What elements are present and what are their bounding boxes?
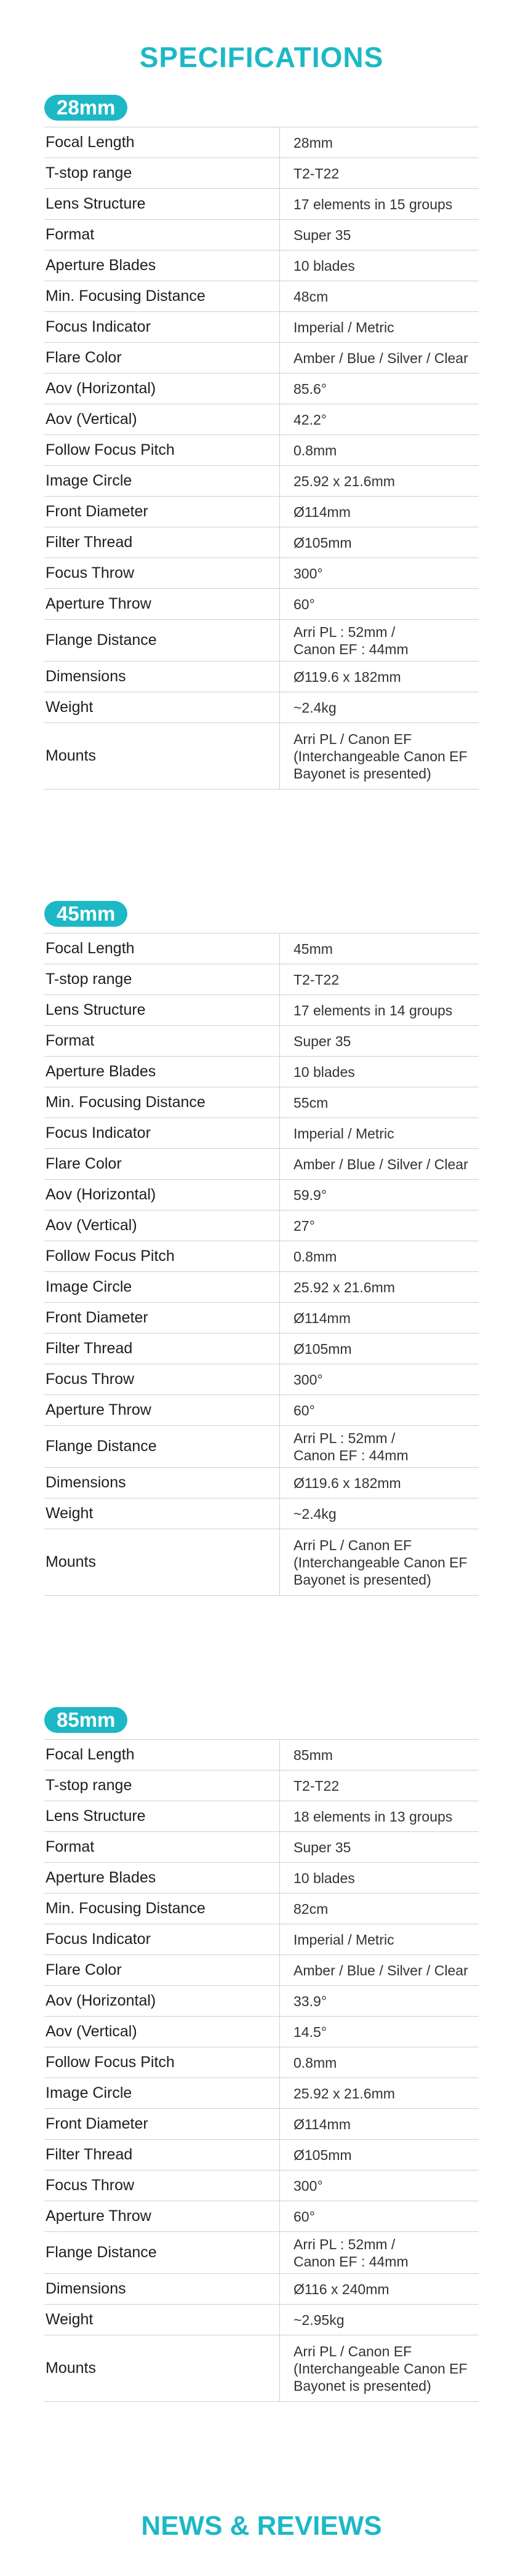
spec-value: 45mm (280, 934, 479, 964)
spec-row (44, 1801, 479, 1832)
spec-label: Image Circle (44, 1272, 280, 1303)
spec-row (44, 723, 479, 790)
spec-row (44, 220, 479, 250)
spec-row (44, 404, 479, 435)
spec-value: Ø114mm (280, 2109, 479, 2140)
lens-badge: 45mm (44, 901, 127, 927)
spec-value: 33.9° (280, 1986, 479, 2017)
spec-row (44, 1272, 479, 1303)
spec-table (44, 1739, 479, 2402)
spec-row (44, 1832, 479, 1863)
spec-row (44, 2305, 479, 2335)
spec-row (44, 934, 479, 964)
spec-row (44, 1180, 479, 1210)
spec-row (44, 466, 479, 497)
spec-label: T-stop range (44, 964, 280, 995)
spec-row (44, 1863, 479, 1894)
spec-value: 0.8mm (280, 2047, 479, 2078)
spec-row (44, 1955, 479, 1986)
spec-value: 60° (280, 2201, 479, 2232)
spec-label: Follow Focus Pitch (44, 2047, 280, 2078)
spec-label: Follow Focus Pitch (44, 435, 280, 466)
spec-value: T2-T22 (280, 158, 479, 189)
spec-row (44, 1334, 479, 1364)
lens-badge: 28mm (44, 95, 127, 121)
spec-row (44, 1118, 479, 1149)
spec-label: Focus Indicator (44, 1118, 280, 1149)
spec-value: Amber / Blue / Silver / Clear (280, 343, 479, 374)
spec-label: Format (44, 1026, 280, 1057)
spec-row (44, 1026, 479, 1057)
spec-label: Focus Indicator (44, 1924, 280, 1955)
spec-row (44, 1303, 479, 1334)
spec-value: 27° (280, 1210, 479, 1241)
spec-value: 25.92 x 21.6mm (280, 2078, 479, 2109)
spec-value: T2-T22 (280, 1770, 479, 1801)
spec-label: Aperture Blades (44, 1863, 280, 1894)
spec-row (44, 1468, 479, 1498)
spec-label: Min. Focusing Distance (44, 1894, 280, 1924)
spec-label: Front Diameter (44, 497, 280, 527)
spec-value: Imperial / Metric (280, 312, 479, 343)
spec-value: 10 blades (280, 1863, 479, 1894)
spec-label: Mounts (44, 723, 280, 790)
spec-value: 28mm (280, 127, 479, 158)
spec-value: Arri PL / Canon EF (Interchangeable Canon EF Bayonet is presented) (280, 2335, 479, 2402)
spec-value: 85mm (280, 1740, 479, 1770)
spec-value: 0.8mm (280, 435, 479, 466)
spec-label: Front Diameter (44, 2109, 280, 2140)
spec-row (44, 662, 479, 692)
spec-value: Ø105mm (280, 527, 479, 558)
spec-row (44, 1210, 479, 1241)
page-title: SPECIFICATIONS (139, 41, 384, 73)
spec-label: Aperture Throw (44, 2201, 280, 2232)
spec-value: Ø105mm (280, 1334, 479, 1364)
spec-label: Image Circle (44, 2078, 280, 2109)
spec-value: 25.92 x 21.6mm (280, 466, 479, 497)
spec-label: Aperture Blades (44, 250, 280, 281)
spec-label: Flange Distance (44, 620, 280, 662)
spec-row (44, 2201, 479, 2232)
spec-value: 0.8mm (280, 1241, 479, 1272)
spec-value: 60° (280, 1395, 479, 1426)
spec-row (44, 1740, 479, 1770)
spec-value: 59.9° (280, 1180, 479, 1210)
spec-label: Weight (44, 2305, 280, 2335)
spec-label: Flange Distance (44, 2232, 280, 2274)
spec-row (44, 2140, 479, 2170)
spec-value: Amber / Blue / Silver / Clear (280, 1149, 479, 1180)
spec-label: Aperture Blades (44, 1057, 280, 1087)
spec-row (44, 1529, 479, 1596)
spec-value: 17 elements in 15 groups (280, 189, 479, 220)
spec-label: Flare Color (44, 1955, 280, 1986)
spec-label: Dimensions (44, 2274, 280, 2305)
spec-value: Arri PL : 52mm / Canon EF : 44mm (280, 2232, 479, 2274)
spec-label: Focus Indicator (44, 312, 280, 343)
spec-label: Mounts (44, 1529, 280, 1596)
spec-value: Arri PL / Canon EF (Interchangeable Canon EF Bayonet is presented) (280, 1529, 479, 1596)
spec-value: Amber / Blue / Silver / Clear (280, 1955, 479, 1986)
spec-label: Aov (Horizontal) (44, 1180, 280, 1210)
spec-label: Focus Throw (44, 558, 280, 589)
spec-value: Arri PL / Canon EF (Interchangeable Canon EF Bayonet is presented) (280, 723, 479, 790)
spec-row (44, 620, 479, 662)
spec-value: 48cm (280, 281, 479, 312)
spec-row (44, 1770, 479, 1801)
spec-label: Aov (Vertical) (44, 1210, 280, 1241)
spec-label: Image Circle (44, 466, 280, 497)
spec-value: Imperial / Metric (280, 1924, 479, 1955)
spec-label: Flare Color (44, 1149, 280, 1180)
spec-label: Min. Focusing Distance (44, 281, 280, 312)
spec-value: 300° (280, 1364, 479, 1395)
spec-label: Lens Structure (44, 189, 280, 220)
spec-row (44, 589, 479, 620)
spec-label: Mounts (44, 2335, 280, 2402)
spec-value: 14.5° (280, 2017, 479, 2047)
spec-label: Focal Length (44, 127, 280, 158)
spec-label: Focus Throw (44, 2170, 280, 2201)
spec-label: Filter Thread (44, 527, 280, 558)
spec-label: Aov (Vertical) (44, 404, 280, 435)
spec-value: 18 elements in 13 groups (280, 1801, 479, 1832)
spec-row (44, 2274, 479, 2305)
spec-label: Focal Length (44, 1740, 280, 1770)
spec-table (44, 127, 479, 790)
spec-row (44, 1924, 479, 1955)
spec-row (44, 558, 479, 589)
spec-row (44, 995, 479, 1026)
spec-value: Ø119.6 x 182mm (280, 662, 479, 692)
spec-value: Ø105mm (280, 2140, 479, 2170)
spec-value: Ø119.6 x 182mm (280, 1468, 479, 1498)
spec-row (44, 281, 479, 312)
spec-value: 55cm (280, 1087, 479, 1118)
spec-label: Aperture Throw (44, 589, 280, 620)
spec-row (44, 1241, 479, 1272)
spec-value: 60° (280, 589, 479, 620)
spec-section-28mm (44, 95, 479, 790)
spec-label: Dimensions (44, 1468, 280, 1498)
spec-label: Aov (Horizontal) (44, 374, 280, 404)
spec-row (44, 2170, 479, 2201)
spec-row (44, 1395, 479, 1426)
spec-row (44, 1894, 479, 1924)
spec-row (44, 2109, 479, 2140)
spec-value: 10 blades (280, 1057, 479, 1087)
spec-value: 25.92 x 21.6mm (280, 1272, 479, 1303)
spec-value: Ø114mm (280, 1303, 479, 1334)
spec-value: Ø116 x 240mm (280, 2274, 479, 2305)
spec-row (44, 1057, 479, 1087)
spec-label: Flare Color (44, 343, 280, 374)
spec-row (44, 250, 479, 281)
spec-label: Filter Thread (44, 2140, 280, 2170)
spec-value: 85.6° (280, 374, 479, 404)
spec-row (44, 1986, 479, 2017)
spec-row (44, 1087, 479, 1118)
spec-label: Aov (Horizontal) (44, 1986, 280, 2017)
spec-row (44, 312, 479, 343)
spec-value: ~2.95kg (280, 2305, 479, 2335)
spec-value: 82cm (280, 1894, 479, 1924)
spec-row (44, 374, 479, 404)
spec-row (44, 2017, 479, 2047)
spec-label: Follow Focus Pitch (44, 1241, 280, 1272)
spec-value: ~2.4kg (280, 1498, 479, 1529)
spec-row (44, 692, 479, 723)
spec-label: Focus Throw (44, 1364, 280, 1395)
spec-value: Super 35 (280, 1832, 479, 1863)
spec-label: Format (44, 1832, 280, 1863)
spec-section-85mm (44, 1707, 479, 2402)
spec-row (44, 964, 479, 995)
spec-row (44, 497, 479, 527)
spec-value: T2-T22 (280, 964, 479, 995)
spec-label: Focal Length (44, 934, 280, 964)
spec-row (44, 1149, 479, 1180)
spec-value: Arri PL : 52mm / Canon EF : 44mm (280, 1426, 479, 1468)
spec-value: 300° (280, 558, 479, 589)
spec-row (44, 127, 479, 158)
spec-value: 42.2° (280, 404, 479, 435)
spec-value: Super 35 (280, 1026, 479, 1057)
spec-label: Lens Structure (44, 1801, 280, 1832)
spec-row (44, 1498, 479, 1529)
spec-label: Front Diameter (44, 1303, 280, 1334)
spec-label: Min. Focusing Distance (44, 1087, 280, 1118)
spec-label: Aperture Throw (44, 1395, 280, 1426)
spec-section-45mm (44, 901, 479, 1596)
spec-label: Lens Structure (44, 995, 280, 1026)
spec-row (44, 2232, 479, 2274)
spec-value: Ø114mm (280, 497, 479, 527)
spec-label: Filter Thread (44, 1334, 280, 1364)
spec-row (44, 2047, 479, 2078)
spec-label: Flange Distance (44, 1426, 280, 1468)
spec-value: Imperial / Metric (280, 1118, 479, 1149)
spec-row (44, 2335, 479, 2402)
spec-row (44, 435, 479, 466)
lens-badge: 85mm (44, 1707, 127, 1733)
spec-label: T-stop range (44, 1770, 280, 1801)
spec-row (44, 343, 479, 374)
spec-row (44, 1364, 479, 1395)
news-reviews-heading: NEWS & REVIEWS (141, 2511, 382, 2541)
spec-value: 10 blades (280, 250, 479, 281)
spec-value: ~2.4kg (280, 692, 479, 723)
spec-label: T-stop range (44, 158, 280, 189)
spec-value: 300° (280, 2170, 479, 2201)
spec-value: Super 35 (280, 220, 479, 250)
spec-value: 17 elements in 14 groups (280, 995, 479, 1026)
spec-row (44, 1426, 479, 1468)
spec-label: Aov (Vertical) (44, 2017, 280, 2047)
spec-row (44, 527, 479, 558)
spec-label: Weight (44, 1498, 280, 1529)
spec-label: Format (44, 220, 280, 250)
spec-table (44, 933, 479, 1596)
spec-row (44, 158, 479, 189)
spec-label: Weight (44, 692, 280, 723)
spec-row (44, 2078, 479, 2109)
spec-value: Arri PL : 52mm / Canon EF : 44mm (280, 620, 479, 662)
spec-label: Dimensions (44, 662, 280, 692)
spec-row (44, 189, 479, 220)
